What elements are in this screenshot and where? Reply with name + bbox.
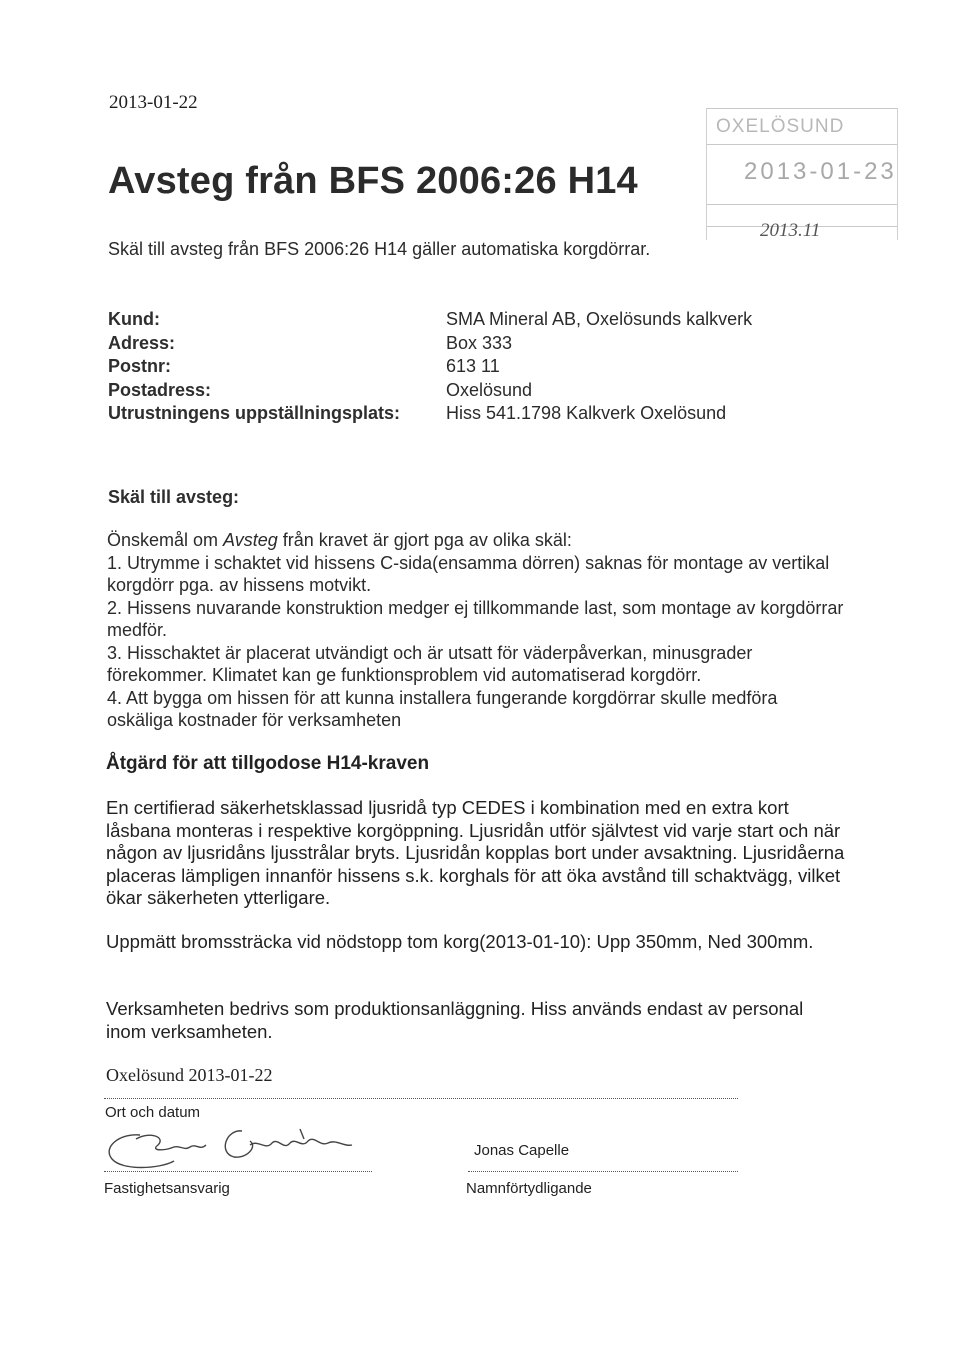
name-caption: Namnförtydligande (466, 1180, 592, 1197)
stamp-handwritten: 2013.11 (760, 220, 821, 241)
reasons-intro-emphasis: Avsteg (223, 530, 278, 550)
info-row-customer (108, 308, 752, 332)
info-row-postal-address (108, 379, 752, 403)
place-date-caption: Ort och datum (105, 1104, 201, 1121)
reasons-intro (107, 529, 847, 552)
handwritten-signature (100, 1117, 360, 1179)
info-label: Adress: (108, 332, 176, 353)
name-line (468, 1171, 738, 1172)
info-label: Utrustningens uppställningsplats: (108, 403, 401, 423)
signer-caption: Fastighetsansvarig (104, 1180, 230, 1197)
place-date-line (104, 1098, 738, 1099)
info-value: Hiss 541.1798 Kalkverk Oxelösund (446, 403, 727, 423)
stamp-org: OXELÖSUND (716, 116, 845, 137)
info-label: Kund: (108, 309, 160, 329)
reason-item: 1. Utrymme i schaktet vid hissens C-sida(ensamma dörren) saknas för montage av vertikal korgdörr pga. av hissens motvikt. (107, 552, 830, 595)
info-row-location (108, 402, 752, 426)
received-stamp (706, 108, 898, 240)
reasons-list (107, 529, 847, 732)
place-date: Oxelösund 2013-01-22 (106, 1065, 273, 1085)
info-value: SMA Mineral AB, Oxelösunds kalkverk (446, 309, 753, 329)
action-heading: Åtgärd för att tillgodose H14-kraven (106, 753, 430, 774)
printed-name: Jonas Capelle (474, 1142, 570, 1159)
info-value: 613 11 (446, 356, 500, 376)
info-label: Postnr: (108, 356, 171, 376)
operation-text: Verksamheten bedrivs som produktionsanläggning. Hiss används endast av personal inom verksamheten. (106, 998, 804, 1042)
reasons-intro-before: Önskemål om (107, 530, 224, 550)
action-paragraph (106, 797, 846, 910)
reason-item: 3. Hisschaktet är placerat utvändigt och är utsatt för väderpåverkan, minusgrader förekommer. Klimatet kan ge funktionsproblem vid automatiserad korgdörr. (107, 642, 753, 685)
reasons-heading: Skäl till avsteg: (108, 487, 240, 507)
info-value: Box 333 (446, 332, 513, 353)
signature-line (104, 1171, 372, 1172)
operation-paragraph (106, 998, 846, 1043)
document-date: 2013-01-22 (109, 92, 198, 113)
info-label: Postadress: (108, 379, 212, 400)
info-row-address (108, 332, 752, 356)
document-subtitle: Skäl till avsteg från BFS 2006:26 H14 gäller automatiska korgdörrar. (108, 239, 651, 259)
stamp-date: 2013-01-23 (744, 158, 897, 185)
info-row-postal-code (108, 355, 752, 379)
action-text: En certifierad säkerhetsklassad ljusridå typ CEDES i kombination med en extra kort låsbana monteras i respektive korgöppning. Ljusridån utför självtest vid varje start och när någon av ljusridåns ljusstrålar bryts. Ljusridån kopplas bort under avsaktning. Ljusridåerna placeras lämpligen innanför hissens s.k. korghals för att öka avstånd till schaktvägg, vilket ökar säkerheten ytterligare. (106, 797, 845, 908)
braking-text: Uppmätt bromssträcka vid nödstopp tom korg(2013-01-10): Upp 350mm, Ned 300mm. (106, 931, 814, 952)
document-title: Avsteg från BFS 2006:26 H14 (108, 160, 638, 202)
reason-item: 4. Att bygga om hissen för att kunna installera fungerande korgdörrar skulle medföra oskäliga kostnader för verksamheten (107, 687, 778, 730)
reason-item: 2. Hissens nuvarande konstruktion medger ej tillkommande last, som montage av korgdörrar medför. (107, 597, 844, 640)
reasons-intro-after: från kravet är gjort pga av olika skäl: (277, 530, 572, 550)
info-value: Oxelösund (446, 379, 533, 400)
customer-info (108, 308, 752, 426)
braking-paragraph (106, 931, 846, 954)
